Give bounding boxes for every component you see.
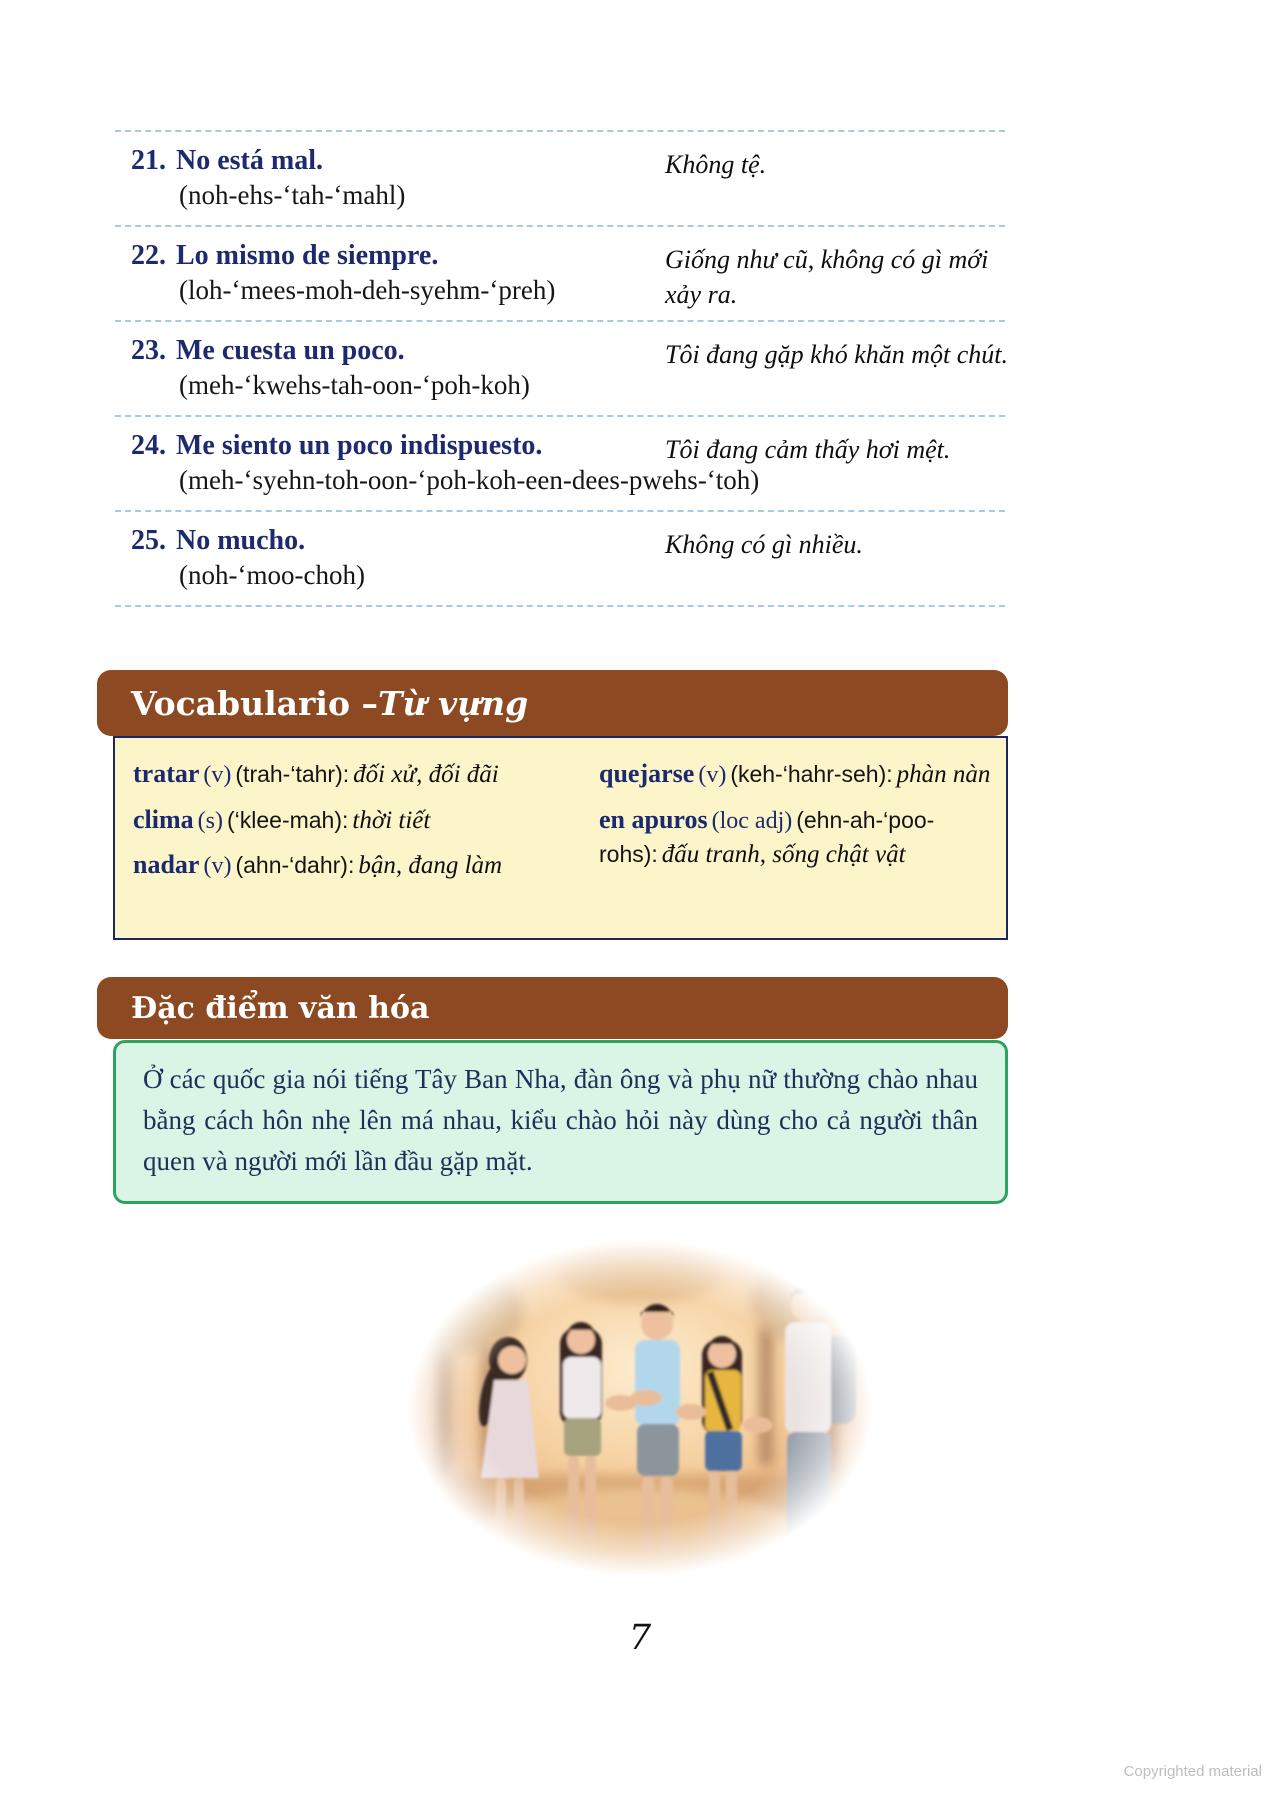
phrase-entry-21 xyxy=(115,130,1005,225)
vocab-pron: (‘klee-mah): xyxy=(226,806,349,833)
vocabulary-column-right xyxy=(599,756,992,928)
vocab-meaning: đối xử, đối đãi xyxy=(353,761,499,788)
vocab-meaning: bận, đang làm xyxy=(358,852,503,879)
vocab-pos: (v) xyxy=(698,762,727,788)
vocab-pos: (s) xyxy=(197,807,223,834)
culture-header xyxy=(97,977,1008,1039)
vocab-pos: (v) xyxy=(203,853,232,879)
vocab-entry-quejarse xyxy=(599,756,992,793)
phrase-number: 25. xyxy=(131,525,166,556)
vocab-meaning: đấu tranh, sống chật vật xyxy=(661,840,906,868)
phrase-entry-23 xyxy=(115,320,1009,415)
vocab-pron: (ehn-ah-‘poo-rohs): xyxy=(599,806,935,867)
pronunciation: (noh-ehs-‘tah-‘mahl) xyxy=(179,180,406,210)
pronunciation: (loh-‘mees-moh-deh-syehm-‘preh) xyxy=(179,275,556,305)
vietnamese-translation: Tôi đang cảm thấy hơi mệt. xyxy=(665,435,951,464)
vocabulary-header-viet: Từ vựng xyxy=(377,683,529,723)
spanish-phrase: Lo mismo de siempre. xyxy=(176,240,439,271)
vocab-term: tratar xyxy=(133,759,200,788)
spanish-phrase: Me siento un poco indispuesto. xyxy=(176,430,543,461)
culture-box xyxy=(113,1040,1008,1204)
page-number: 7 xyxy=(628,1618,652,1658)
pronunciation: (noh-‘moo-choh) xyxy=(179,560,365,590)
vocabulary-header-latin: Vocabulario – xyxy=(131,683,378,723)
phrase-entry-24 xyxy=(115,415,1005,510)
vocabulary-box xyxy=(113,736,1008,940)
phrase-entry-25 xyxy=(115,510,1005,607)
vietnamese-translation: Giống như cũ, không có gì mới xảy ra. xyxy=(665,245,989,310)
vocab-pos: (loc adj) xyxy=(711,807,793,834)
culture-header-label: Đặc điểm văn hóa xyxy=(131,990,430,1026)
vocab-pron: (ahn-‘dahr): xyxy=(235,852,355,878)
vocab-meaning: phàn nàn xyxy=(896,761,991,788)
phrase-entry-22 xyxy=(115,225,1005,320)
spanish-phrase: Me cuesta un poco. xyxy=(176,335,405,366)
vietnamese-translation: Không tệ. xyxy=(665,150,767,179)
phrase-number: 24. xyxy=(131,430,166,461)
pronunciation: (meh-‘syehn-toh-oon-‘poh-koh-een-dees-pwehs-‘toh) xyxy=(179,465,760,495)
vocab-entry-clima xyxy=(133,802,599,839)
spanish-phrase: No está mal. xyxy=(176,145,323,176)
vocab-entry-en-apuros xyxy=(599,802,992,873)
phrase-number: 23. xyxy=(131,335,166,366)
vocabulary-column-left xyxy=(133,756,599,928)
vocabulary-header xyxy=(97,670,1008,736)
copyright-notice: Copyrighted material xyxy=(1123,1763,1262,1780)
vocab-term: quejarse xyxy=(599,759,695,788)
vocab-pron: (keh-‘hahr-seh): xyxy=(730,761,893,787)
vocab-term: nadar xyxy=(133,850,200,879)
vietnamese-translation: Không có gì nhiều. xyxy=(665,530,863,559)
children-greeting-illustration xyxy=(408,1240,872,1576)
vocab-term: en apuros xyxy=(599,804,708,834)
phrase-number: 21. xyxy=(131,145,166,176)
vocab-term: clima xyxy=(133,804,194,834)
children-greeting-photo xyxy=(408,1240,872,1576)
vocab-pos: (v) xyxy=(203,762,232,788)
phrase-list xyxy=(115,130,1009,607)
spanish-phrase: No mucho. xyxy=(176,525,306,556)
phrase-number: 22. xyxy=(131,240,166,271)
pronunciation: (meh-‘kwehs-tah-oon-‘poh-koh) xyxy=(179,370,530,400)
vocab-pron: (trah-‘tahr): xyxy=(235,761,350,787)
vocab-entry-nadar xyxy=(133,847,599,884)
vietnamese-translation: Tôi đang gặp khó khăn một chút. xyxy=(665,340,1009,369)
vocab-entry-tratar xyxy=(133,756,599,793)
culture-text: Ở các quốc gia nói tiếng Tây Ban Nha, đàn ông và phụ nữ thường chào nhau bằng cách hôn nhẹ lên má nhau, kiểu chào hỏi này dùng cho cả người thân quen và người mới lần đầu gặp mặt. xyxy=(143,1064,978,1177)
vocab-meaning: thời tiết xyxy=(352,806,431,834)
